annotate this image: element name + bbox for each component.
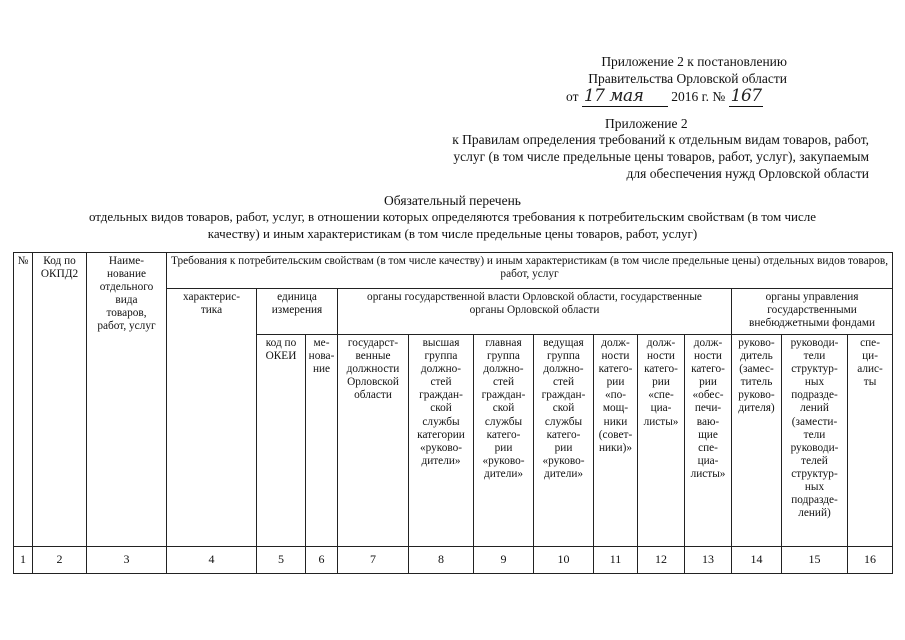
column-number: 1	[14, 547, 33, 574]
header-requirements: Требования к потребительским свойствам (в том числе качеству) и иным характеристикам (в том числе предельные цены) отдельных видов товаров, работ, услуг	[167, 253, 893, 289]
header-characteristic: характерис- тика	[167, 289, 257, 547]
header-state-positions: государст- венные должности Орловской области	[338, 335, 409, 547]
column-number: 15	[782, 547, 848, 574]
document-title: Обязательный перечень	[384, 193, 521, 208]
column-number: 10	[534, 547, 594, 574]
header-leading-group: ведущая группа должно- стей граждан- ской службы катего- рии «руково- дители»	[534, 335, 594, 547]
date-prefix: от	[566, 89, 579, 104]
column-number-row	[14, 547, 893, 574]
header-fund-unit-heads: руководи- тели структур- ных подразде- лений (замести- тели руководи- телей структур- ных подразде- лений)	[782, 335, 848, 547]
header-item-name: Наиме- нование отдельного вида товаров, работ, услуг	[87, 253, 167, 547]
header-number: №	[14, 253, 33, 547]
column-number: 5	[257, 547, 306, 574]
header-assistants: долж- ности катего- рии «по- мощ- ники (совет- ники)»	[594, 335, 638, 547]
header-okei-code: код по ОКЕИ	[257, 335, 306, 547]
column-number: 8	[409, 547, 474, 574]
date-year: 2016 г. №	[671, 89, 726, 104]
handwritten-number: 167	[730, 86, 762, 106]
header-state-bodies: органы государственной власти Орловской области, государственные органы Орловской области	[338, 289, 732, 335]
column-number: 9	[474, 547, 534, 574]
appendix-line-1: Приложение 2 к постановлению	[601, 54, 787, 69]
handwritten-date: 17 мая	[582, 86, 668, 107]
rules-appendix-line-1: Приложение 2	[605, 116, 688, 131]
header-okpd2-code: Код по ОКПД2	[33, 253, 87, 547]
document-subtitle-line-1: отдельных видов товаров, работ, услуг, в отношении которых определяются требования к потребительским свойствам (в том числе	[88, 209, 817, 224]
header-fund-head: руково- дитель (замес- титель руково- дителя)	[732, 335, 782, 547]
column-number: 12	[638, 547, 685, 574]
document-subtitle-line-2: качеству) и иным характеристикам (в том числе предельные цены товаров, работ, услуг)	[207, 226, 698, 241]
requirements-table	[13, 252, 893, 574]
header-fund-specialists: спе- ци- алис- ты	[848, 335, 893, 547]
header-specialists: долж- ности катего- рии «спе- циа- листы»	[638, 335, 685, 547]
appendix-date-line	[566, 86, 763, 107]
header-extrabudgetary-funds: органы управления государственными внебюджетными фондами	[732, 289, 893, 335]
column-number: 14	[732, 547, 782, 574]
header-support-specialists: долж- ности катего- рии «обес- печи- ваю- щие спе- циа- листы»	[685, 335, 732, 547]
header-unit-name: ме- нова- ние	[306, 335, 338, 547]
rules-appendix-line-2: к Правилам определения требований к отдельным видам товаров, работ,	[452, 132, 869, 147]
column-number: 3	[87, 547, 167, 574]
column-number: 2	[33, 547, 87, 574]
column-number: 4	[167, 547, 257, 574]
header-highest-group: высшая группа должно- стей граждан- ской службы категории «руково- дители»	[409, 335, 474, 547]
column-number: 13	[685, 547, 732, 574]
column-number: 6	[306, 547, 338, 574]
appendix-line-2: Правительства Орловской области	[588, 71, 787, 86]
rules-appendix-line-4: для обеспечения нужд Орловской области	[626, 166, 869, 181]
column-number: 11	[594, 547, 638, 574]
header-unit: единица измерения	[257, 289, 338, 335]
rules-appendix-line-3: услуг (в том числе предельные цены товаров, работ, услуг), закупаемым	[453, 149, 869, 164]
column-number: 16	[848, 547, 893, 574]
header-main-group: главная группа должно- стей граждан- ской службы катего- рии «руково- дители»	[474, 335, 534, 547]
column-number: 7	[338, 547, 409, 574]
